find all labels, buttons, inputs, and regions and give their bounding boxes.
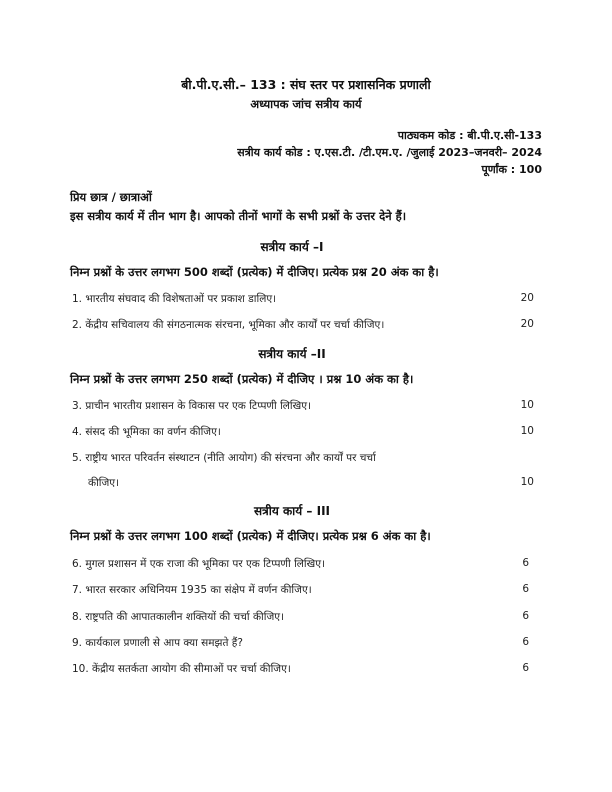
question-7-marks: 6	[522, 583, 529, 595]
question-2: 2. केंद्रीय सचिवालय की संगठनात्मक संरचना, भूमिका और कार्यों पर चर्चा कीजिए।	[72, 319, 385, 331]
section-heading-3: सत्रीय कार्य – III	[253, 504, 331, 518]
section-heading-1: सत्रीय कार्य –I	[260, 240, 324, 254]
section-instruction-2: निम्न प्रश्नों के उत्तर लगभग 250 शब्दों (प्रत्येक) में दीजिए । प्रश्न 10 अंक का है।	[70, 372, 414, 386]
question-1: 1. भारतीय संघवाद की विशेषताओं पर प्रकाश डालिए।	[72, 293, 277, 305]
course-code: पाठ्यकम कोड : बी.पी.ए.सी-133	[397, 129, 542, 142]
question-4: 4. संसद की भूमिका का वर्णन कीजिए।	[72, 426, 221, 438]
general-instruction: इस सत्रीय कार्य में तीन भाग है। आपको तीनों भागों के सभी प्रश्नों के उत्तर देने हैं।	[70, 209, 407, 223]
question-5-marks: 10	[520, 476, 534, 488]
section-instruction-1: निम्न प्रश्नों के उत्तर लगभग 500 शब्दों (प्रत्येक) में दीजिए। प्रत्येक प्रश्न 20 अंक का है।	[70, 265, 439, 279]
question-6: 6. मुगल प्रशासन में एक राजा की भूमिका पर एक टिप्पणी लिखिए।	[72, 558, 326, 570]
question-9: 9. कार्यकाल प्रणाली से आप क्या समझते हैं?	[72, 637, 243, 649]
page-title: बी.पी.ए.सी.– 133 : संघ स्तर पर प्रशासनिक प्रणाली	[181, 77, 431, 92]
question-10: 10. केंद्रीय सतर्कता आयोग की सीमाओं पर चर्चा कीजिए।	[72, 663, 291, 675]
question-3-marks: 10	[520, 399, 534, 411]
question-1-marks: 20	[520, 292, 534, 304]
question-4-marks: 10	[520, 425, 534, 437]
question-10-marks: 6	[522, 662, 529, 674]
question-5-continuation: कीजिए।	[88, 477, 120, 489]
question-6-marks: 6	[522, 557, 529, 569]
question-7: 7. भारत सरकार अधिनियम 1935 का संक्षेप में वर्णन कीजिए।	[72, 584, 312, 596]
question-8-marks: 6	[522, 610, 529, 622]
section-heading-2: सत्रीय कार्य –II	[258, 347, 326, 361]
question-5: 5. राष्ट्रीय भारत परिवर्तन संस्थाटन (नीति आयोग) की संरचना और कार्यों पर चर्चा	[72, 452, 376, 464]
page-subtitle: अध्यापक जांच सत्रीय कार्य	[250, 97, 362, 111]
question-2-marks: 20	[520, 318, 534, 330]
question-9-marks: 6	[522, 636, 529, 648]
section-instruction-3: निम्न प्रश्नों के उत्तर लगभग 100 शब्दों (प्रत्येक) में दीजिए। प्रत्येक प्रश्न 6 अंक का है।	[70, 529, 431, 543]
greeting: प्रिय छात्र / छात्राओं	[70, 190, 152, 204]
question-3: 3. प्राचीन भारतीय प्रशासन के विकास पर एक टिप्पणी लिखिए।	[72, 400, 311, 412]
max-marks: पूर्णांक : 100	[481, 163, 542, 176]
question-8: 8. राष्ट्रपति की आपातकालीन शक्तियों की चर्चा कीजिए।	[72, 611, 285, 623]
assignment-code: सत्रीय कार्य कोड : ए.एस.टी. /टी.एम.ए. /जुलाई 2023–जनवरी– 2024	[237, 146, 542, 159]
